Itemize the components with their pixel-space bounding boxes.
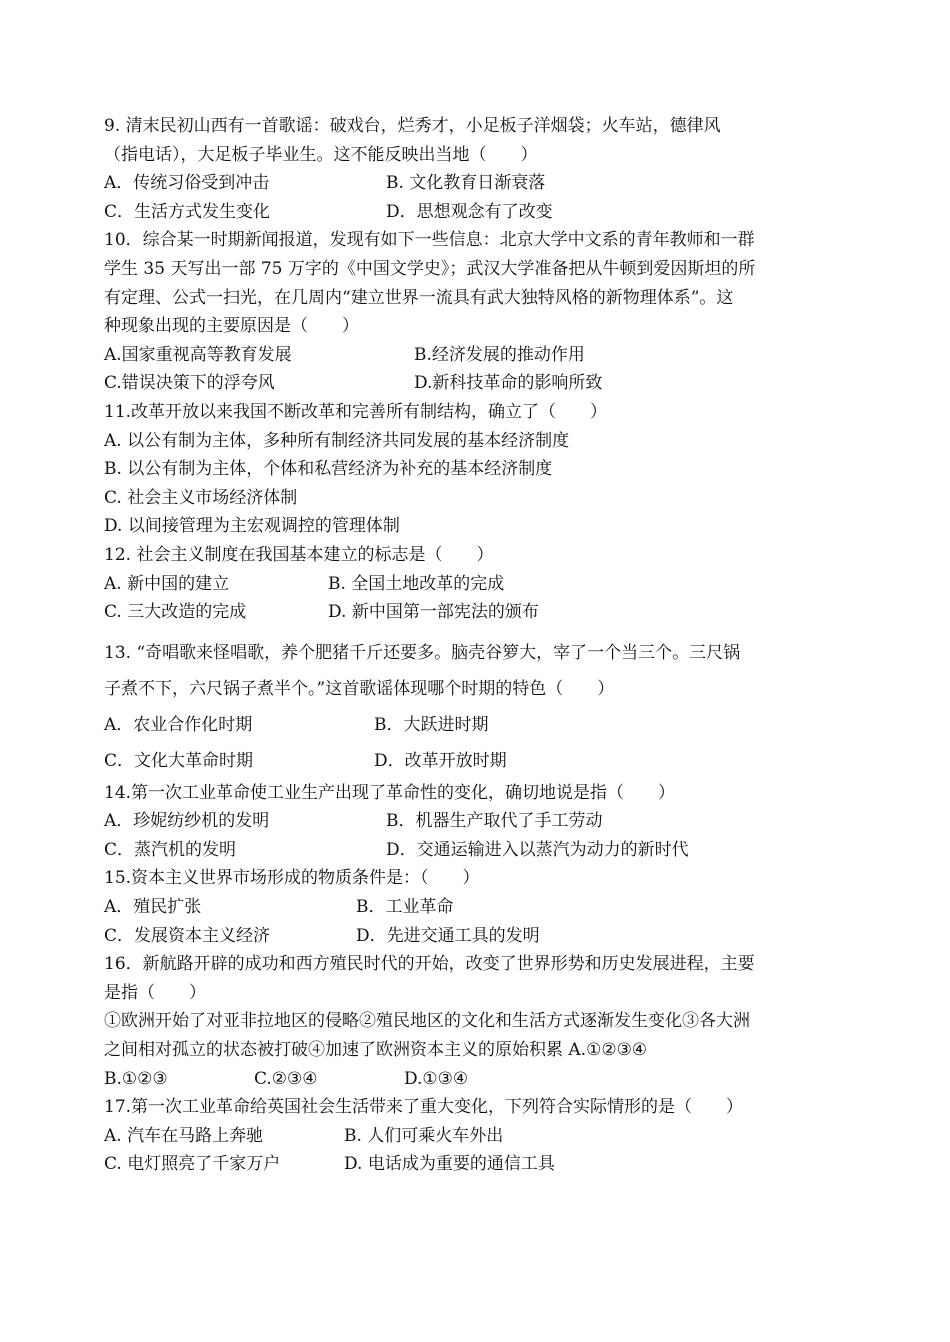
question-12 bbox=[104, 541, 854, 627]
option-row bbox=[104, 169, 854, 198]
option-row bbox=[104, 1150, 854, 1179]
question-stem-line: 种现象出现的主要原因是（ ） bbox=[104, 316, 359, 337]
option-d: D. 以间接管理为主宏观调控的管理体制 bbox=[104, 516, 400, 537]
option-d: D. 新中国第一部宪法的颁布 bbox=[328, 602, 539, 623]
option-a: A．传统习俗受到冲击 bbox=[104, 173, 270, 194]
option-row bbox=[104, 743, 854, 779]
question-stem-line: 学生 35 天写出一部 75 万字的《中国文学史》；武汉大学准备把从牛顿到爱因斯坦的所 bbox=[104, 258, 756, 279]
option-a: A. 以公有制为主体，多种所有制经济共同发展的基本经济制度 bbox=[104, 430, 570, 451]
question-11 bbox=[104, 398, 854, 541]
question-stem-line: 13. “奇唱歌来怪唱歌，养个肥猪千斤还要多。脑壳谷箩大，宰了一个当三个。三尺锅 bbox=[104, 642, 741, 663]
option-c: C. 社会主义市场经济体制 bbox=[104, 487, 298, 508]
option-a: A. 汽车在马路上奔驰 bbox=[104, 1125, 264, 1146]
option-d: D．思想观念有了改变 bbox=[386, 201, 553, 222]
option-row bbox=[104, 198, 854, 227]
option-b: B.①②③ bbox=[104, 1068, 168, 1089]
option-b: B. 人们可乘火车外出 bbox=[344, 1125, 504, 1146]
question-15 bbox=[104, 864, 854, 950]
question-9 bbox=[104, 112, 854, 226]
question-stem-line: 12. 社会主义制度在我国基本建立的标志是（ ） bbox=[104, 544, 494, 565]
question-14 bbox=[104, 779, 854, 865]
option-a: A．殖民扩张 bbox=[104, 897, 202, 918]
option-c: C．生活方式发生变化 bbox=[104, 201, 271, 222]
option-row bbox=[104, 807, 854, 836]
option-b: B．机器生产取代了手工劳动 bbox=[386, 811, 603, 832]
option-d: D.①③④ bbox=[404, 1068, 469, 1089]
option-row bbox=[104, 570, 854, 599]
option-c: C．蒸汽机的发明 bbox=[104, 839, 237, 860]
exam-page bbox=[104, 112, 854, 1179]
option-a: A.国家重视高等教育发展 bbox=[104, 344, 292, 365]
question-stem-line: 11.改革开放以来我国不断改革和完善所有制结构，确立了（ ） bbox=[104, 401, 608, 422]
option-a: A．农业合作化时期 bbox=[104, 714, 253, 735]
question-stem-line: ①欧洲开始了对亚非拉地区的侵略②殖民地区的文化和生活方式逐渐发生变化③各大洲 bbox=[104, 1011, 750, 1032]
question-stem-line: 14.第一次工业革命使工业生产出现了革命性的变化，确切地说是指（ ） bbox=[104, 782, 676, 803]
question-stem-line: 10．综合某一时期新闻报道，发现有如下一些信息：北京大学中文系的青年教师和一群 bbox=[104, 230, 755, 251]
option-d: D．先进交通工具的发明 bbox=[356, 925, 540, 946]
option-row bbox=[104, 1065, 854, 1094]
question-13 bbox=[104, 635, 854, 779]
option-row bbox=[104, 922, 854, 951]
question-stem-line: 16．新航路开辟的成功和西方殖民时代的开始，改变了世界形势和历史发展进程，主要 bbox=[104, 954, 755, 975]
option-row bbox=[104, 598, 854, 627]
question-16 bbox=[104, 950, 854, 1093]
option-c: C. 三大改造的完成 bbox=[104, 602, 247, 623]
option-c: C.②③④ bbox=[254, 1068, 318, 1089]
option-row bbox=[104, 707, 854, 743]
question-stem-line: 是指（ ） bbox=[104, 982, 206, 1003]
option-row bbox=[104, 341, 854, 370]
question-stem-line: 子煮不下，六尺锅子煮半个。”这首歌谣体现哪个时期的特色（ ） bbox=[104, 678, 615, 699]
option-b: B. 以公有制为主体，个体和私营经济为补充的基本经济制度 bbox=[104, 459, 553, 480]
option-row bbox=[104, 893, 854, 922]
question-17 bbox=[104, 1093, 854, 1179]
option-a: A．珍妮纺纱机的发明 bbox=[104, 811, 270, 832]
question-stem-line: 17.第一次工业革命给英国社会生活带来了重大变化，下列符合实际情形的是（ ） bbox=[104, 1097, 744, 1118]
option-b: B.经济发展的推动作用 bbox=[414, 344, 585, 365]
question-stem-line: 9. 清末民初山西有一首歌谣：破戏台，烂秀才，小足板子洋烟袋；火车站，德律风 bbox=[104, 116, 721, 136]
question-stem-line: 之间相对孤立的状态被打破④加速了欧洲资本主义的原始积累 A.①②③④ bbox=[104, 1040, 648, 1061]
question-stem-line: 15.资本主义世界市场形成的物质条件是：（ ） bbox=[104, 868, 480, 889]
option-c: C. 电灯照亮了千家万户 bbox=[104, 1154, 281, 1175]
option-d: D.新科技革命的影响所致 bbox=[414, 373, 603, 394]
option-a: A. 新中国的建立 bbox=[104, 573, 230, 594]
option-b: B．大跃进时期 bbox=[374, 714, 489, 735]
option-d: D．改革开放时期 bbox=[374, 750, 507, 771]
option-c: C.错误决策下的浮夸风 bbox=[104, 373, 275, 394]
option-row bbox=[104, 836, 854, 865]
option-d: D. 电话成为重要的通信工具 bbox=[344, 1154, 555, 1175]
option-b: B. 文化教育日渐衰落 bbox=[386, 173, 546, 194]
question-10 bbox=[104, 226, 854, 398]
option-row bbox=[104, 1122, 854, 1151]
option-c: C．发展资本主义经济 bbox=[104, 925, 271, 946]
question-stem-line: 有定理、公式一扫光，在几周内“建立世界一流具有武大独特风格的新物理体系”。这 bbox=[104, 287, 734, 308]
option-b: B．工业革命 bbox=[356, 897, 454, 918]
option-d: D．交通运输进入以蒸汽为动力的新时代 bbox=[386, 839, 689, 860]
question-stem-line: （指电话），大足板子毕业生。这不能反映出当地（ ） bbox=[104, 144, 538, 165]
option-b: B. 全国土地改革的完成 bbox=[328, 573, 505, 594]
option-c: C．文化大革命时期 bbox=[104, 750, 254, 771]
option-row bbox=[104, 369, 854, 398]
